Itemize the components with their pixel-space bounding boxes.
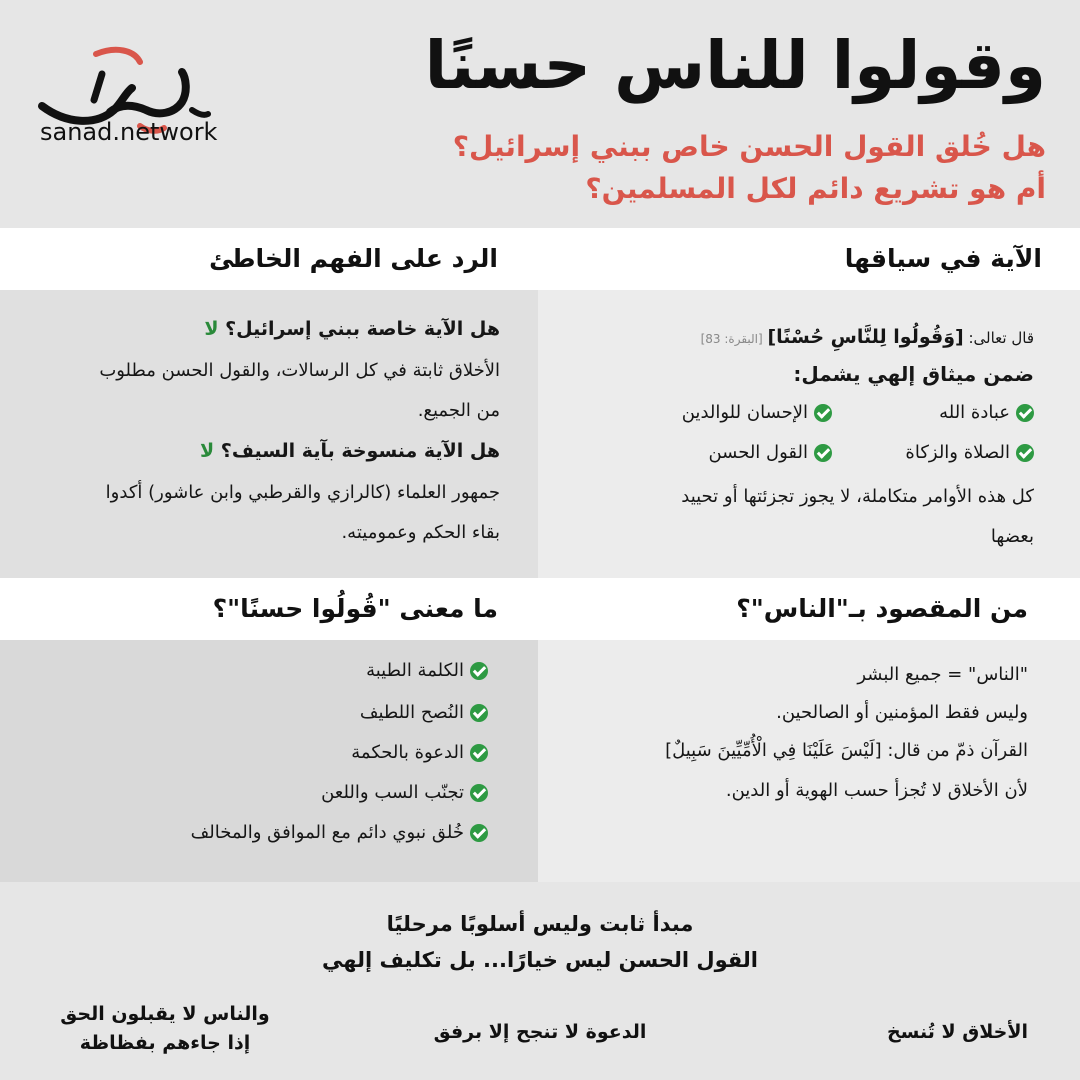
header xyxy=(0,0,1080,228)
section2-header-bar xyxy=(0,578,1080,640)
covenant-item: القول الحسن xyxy=(708,442,832,463)
answer-no: لا xyxy=(200,440,215,462)
rebuttal-panel xyxy=(0,290,538,578)
covenant-item: الصلاة والزكاة xyxy=(905,442,1034,463)
verse-text: [لَيْسَ عَلَيْنَا فِي الْأُمِّيِّينَ سَبِيلٌ] xyxy=(665,740,882,761)
verse-reference: [البقرة: 83] xyxy=(700,332,763,346)
covenant-item: الإحسان للوالدين xyxy=(682,402,832,423)
section1-right-title: الآية في سياقها xyxy=(844,244,1042,273)
footer-col-left xyxy=(40,1000,290,1059)
rebuttal-answer-2-line2: بقاء الحكم وعموميته. xyxy=(341,522,500,543)
footer-col-left-line1: والناس لا يقبلون الحق xyxy=(60,1003,270,1025)
meaning-item: النُصح اللطيف xyxy=(360,702,488,723)
footer xyxy=(0,882,1080,1080)
meaning-item: الكلمة الطيبة xyxy=(366,660,488,681)
subtitle-question-2: أم هو تشريع دائم لكل المسلمين؟ xyxy=(585,172,1046,205)
footer-line1: مبدأ ثابت وليس أسلوبًا مرحليًا xyxy=(386,912,694,936)
meaning-item: خُلق نبوي دائم مع الموافق والمخالف xyxy=(191,822,488,843)
check-icon xyxy=(1016,404,1034,422)
people-line3: القرآن ذمّ من قال: [لَيْسَ عَلَيْنَا فِي الْأُمِّيِّينَ سَبِيلٌ] xyxy=(665,740,1028,761)
context-panel xyxy=(538,290,1080,578)
covenant-conclusion-line2: بعضها xyxy=(990,526,1034,547)
people-line1: "الناس" = جميع البشر xyxy=(857,664,1028,685)
covenant-item: عبادة الله xyxy=(939,402,1034,423)
section2-right-title: من المقصود بـ"الناس"؟ xyxy=(736,594,1028,623)
check-icon xyxy=(470,704,488,722)
covenant-conclusion-line1: كل هذه الأوامر متكاملة، لا يجوز تجزئتها أو تحييد xyxy=(681,486,1034,507)
verse-text: [وَقُولُوا لِلنَّاسِ حُسْنًا] xyxy=(767,326,964,348)
verse-quote-line xyxy=(701,326,1034,348)
check-icon xyxy=(470,824,488,842)
footer-line2: القول الحسن ليس خيارًا... بل تكليف إلهي xyxy=(322,948,758,972)
page-title: وقولوا للناس حسنًا xyxy=(424,27,1046,104)
subtitle-question-1: هل خُلق القول الحسن خاص ببني إسرائيل؟ xyxy=(452,130,1046,163)
check-icon xyxy=(470,784,488,802)
footer-col-center: الدعوة لا تنجح إلا برفق xyxy=(433,1021,647,1043)
check-icon xyxy=(814,444,832,462)
meaning-item: تجنّب السب واللعن xyxy=(321,782,488,803)
meaning-item: الدعوة بالحكمة xyxy=(351,742,488,763)
rebuttal-question-2: هل الآية منسوخة بآية السيف؟ لا xyxy=(200,440,500,462)
rebuttal-answer-1-line1: الأخلاق ثابتة في كل الرسالات، والقول الحسن مطلوب xyxy=(99,360,500,381)
people-line2: وليس فقط المؤمنين أو الصالحين. xyxy=(776,702,1028,723)
verse-prefix: قال تعالى: xyxy=(968,329,1034,347)
section1-left-title: الرد على الفهم الخاطئ xyxy=(209,244,498,273)
people-line4: لأن الأخلاق لا تُجزأ حسب الهوية أو الدين. xyxy=(725,780,1028,801)
people-panel xyxy=(538,640,1080,882)
logo-url: sanad.network xyxy=(40,118,218,146)
meaning-panel xyxy=(0,640,538,882)
rebuttal-answer-2-line1: جمهور العلماء (كالرازي والقرطبي وابن عاشور) أكدوا xyxy=(105,482,500,503)
check-icon xyxy=(814,404,832,422)
section1-header-bar xyxy=(0,228,1080,290)
section2-left-title: ما معنى "قُولُوا حسنًا"؟ xyxy=(212,594,498,623)
answer-no: لا xyxy=(204,318,219,340)
footer-col-left-line2: إذا جاءهم بفظاظة xyxy=(79,1032,251,1055)
check-icon xyxy=(470,744,488,762)
rebuttal-question-1: هل الآية خاصة ببني إسرائيل؟ لا xyxy=(204,318,500,340)
rebuttal-answer-1-line2: من الجميع. xyxy=(417,400,500,421)
check-icon xyxy=(470,662,488,680)
covenant-heading: ضمن ميثاق إلهي يشمل: xyxy=(793,362,1034,386)
footer-col-right: الأخلاق لا تُنسخ xyxy=(886,1021,1028,1043)
check-icon xyxy=(1016,444,1034,462)
